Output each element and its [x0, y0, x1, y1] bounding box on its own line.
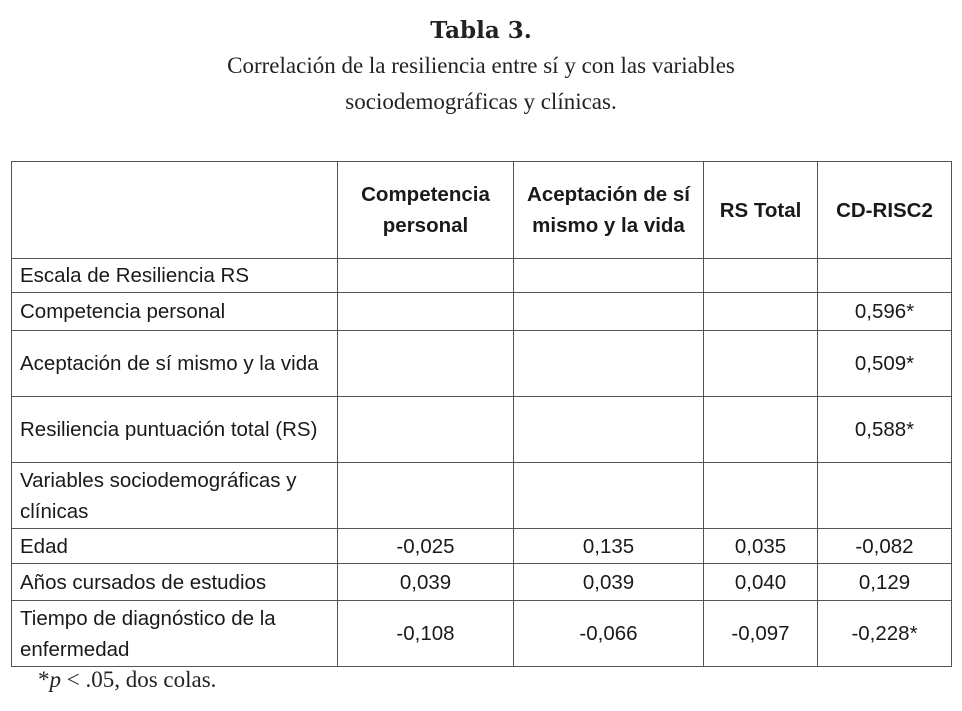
table-cell: -0,066 [514, 601, 704, 667]
table-cell: 0,039 [514, 564, 704, 601]
table-row [12, 397, 952, 463]
table-cell: 0,509* [818, 331, 952, 397]
table-cell: -0,228* [818, 601, 952, 667]
table-cell [514, 463, 704, 529]
footnote-p: p [49, 667, 61, 692]
row-label: Edad [12, 529, 338, 564]
table-caption [0, 14, 962, 120]
table-cell [704, 293, 818, 331]
table-cell: 0,039 [338, 564, 514, 601]
table-row [12, 293, 952, 331]
table-cell [514, 331, 704, 397]
row-label: Tiempo de diagnóstico de la enfermedad [12, 601, 338, 667]
footnote-star: * [38, 667, 50, 692]
table-row [12, 601, 952, 667]
table-subtitle-line-2: sociodemográficas y clínicas. [345, 89, 617, 114]
table-cell: 0,588* [818, 397, 952, 463]
header-rs-total: RS Total [704, 162, 818, 259]
row-label: Aceptación de sí mismo y la vida [12, 331, 338, 397]
row-label: Escala de Resiliencia RS [12, 259, 338, 293]
table-cell [704, 463, 818, 529]
table-cell [818, 259, 952, 293]
table-cell [704, 397, 818, 463]
table-cell: 0,135 [514, 529, 704, 564]
row-label: Competencia personal [12, 293, 338, 331]
table-title: Tabla 3. [430, 17, 532, 44]
table-row [12, 463, 952, 529]
table-cell: 0,596* [818, 293, 952, 331]
header-cd-risc2: CD-RISC2 [818, 162, 952, 259]
table-row [12, 564, 952, 601]
row-label: Resiliencia puntuación total (RS) [12, 397, 338, 463]
table-cell [338, 293, 514, 331]
table-cell: 0,040 [704, 564, 818, 601]
header-cell-empty [12, 162, 338, 259]
table-cell [514, 293, 704, 331]
header-competencia-personal: Competencia personal [338, 162, 514, 259]
table-cell [704, 331, 818, 397]
table-row [12, 529, 952, 564]
table-cell: 0,129 [818, 564, 952, 601]
header-aceptacion: Aceptación de sí mismo y la vida [514, 162, 704, 259]
table-cell [514, 397, 704, 463]
header-row [12, 162, 952, 259]
table-cell: 0,035 [704, 529, 818, 564]
table-subtitle-line-1: Correlación de la resiliencia entre sí y con las variables [227, 53, 735, 78]
table-footnote [38, 667, 216, 693]
table-cell [338, 259, 514, 293]
row-label: Variables sociodemográficas y clínicas [12, 463, 338, 529]
table-cell: -0,082 [818, 529, 952, 564]
table-cell [514, 259, 704, 293]
table-cell [704, 259, 818, 293]
table-cell [338, 397, 514, 463]
correlation-table [11, 161, 952, 667]
table-cell [338, 331, 514, 397]
table-cell: -0,097 [704, 601, 818, 667]
table-cell [818, 463, 952, 529]
table-cell: -0,025 [338, 529, 514, 564]
table-row [12, 259, 952, 293]
row-label: Años cursados de estudios [12, 564, 338, 601]
table-row [12, 331, 952, 397]
table-cell: -0,108 [338, 601, 514, 667]
table-cell [338, 463, 514, 529]
footnote-text: < .05, dos colas. [61, 667, 217, 692]
